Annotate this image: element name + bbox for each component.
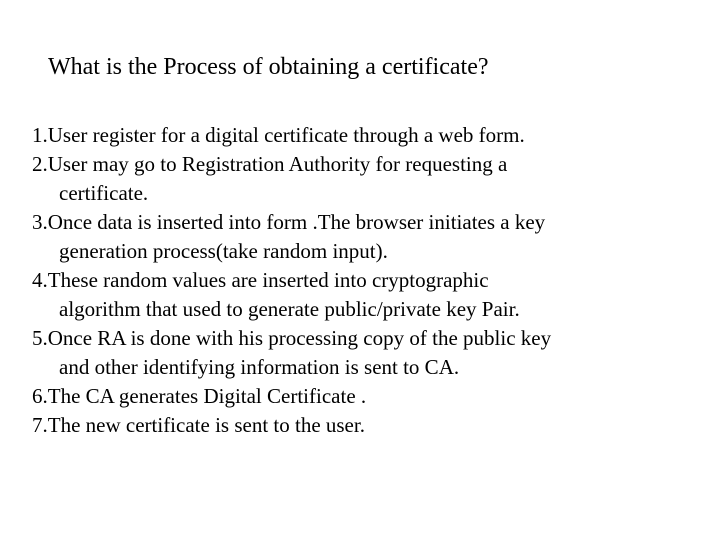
step-6-line-1: 6.The CA generates Digital Certificate . <box>32 384 367 408</box>
step-2-line-2: certificate. <box>59 181 149 205</box>
step-5-line-2: and other identifying information is sent to CA. <box>59 355 460 379</box>
step-7-line-1: 7.The new certificate is sent to the user. <box>32 413 365 437</box>
step-item-7 <box>32 411 712 440</box>
step-3-line-1: 3.Once data is inserted into form .The browser initiates a key <box>32 210 546 234</box>
slide-title: What is the Process of obtaining a certificate? <box>48 54 489 80</box>
step-1-line-1: 1.User register for a digital certificate through a web form. <box>32 123 525 147</box>
step-item-6 <box>32 382 712 411</box>
step-4-line-2: algorithm that used to generate public/private key Pair. <box>59 297 520 321</box>
step-item-2 <box>32 150 712 208</box>
step-item-5 <box>32 324 712 382</box>
step-3-line-2: generation process(take random input). <box>59 239 388 263</box>
steps-list <box>32 121 712 440</box>
step-item-4 <box>32 266 712 324</box>
step-item-1 <box>32 121 712 150</box>
step-2-line-1: 2.User may go to Registration Authority for requesting a <box>32 152 508 176</box>
step-item-3 <box>32 208 712 266</box>
step-5-line-1: 5.Once RA is done with his processing copy of the public key <box>32 326 552 350</box>
step-4-line-1: 4.These random values are inserted into cryptographic <box>32 268 489 292</box>
